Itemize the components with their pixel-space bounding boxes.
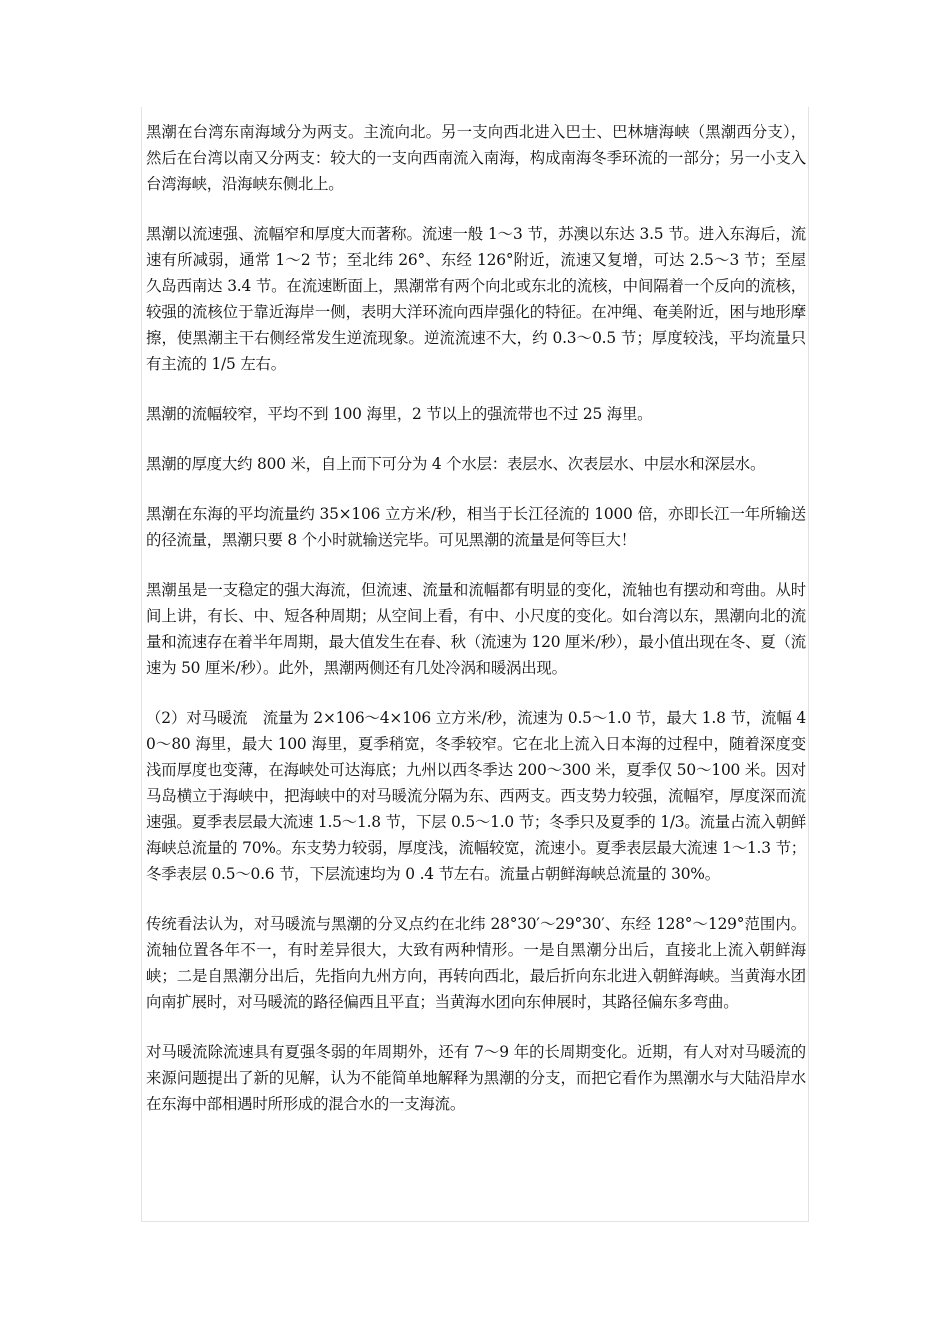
paragraph-tsushima-bifurcation: 传统看法认为，对马暖流与黑潮的分叉点约在北纬 28°30′～29°30′、东经 128°～129°范围内。流轴位置各年不一，有时差异很大，大致有两种情形。一是自黑潮分出后，直接北上流入朝鲜海峡；二是自黑潮分出后，先指向九州方向，再转向西北，最后折向东北进入朝鲜海峡。当黄海水团向南扩展时，对马暖流的路径偏西且平直；当黄海水团向东伸展时，其路径偏东多弯曲。 <box>146 915 806 1011</box>
paragraph-kuroshio-variation: 黑潮虽是一支稳定的强大海流，但流速、流量和流幅都有明显的变化，流轴也有摆动和弯曲。从时间上讲，有长、中、短各种周期；从空间上看，有中、小尺度的变化。如台湾以东，黑潮向北的流量和流速存在着半年周期，最大值发生在春、秋（流速为 120 厘米/秒），最小值出现在冬、夏（流速为 50 厘米/秒）。此外，黑潮两侧还有几处冷涡和暖涡出现。 <box>146 581 806 677</box>
paragraph-tsushima-current: （2）对马暖流 流量为 2×106～4×106 立方米/秒，流速为 0.5～1.0 节，最大 1.8 节，流幅 40～80 海里，最大 100 海里，夏季稍宽，冬季较窄。它在北上流入日本海的过程中，随着深度变浅而厚度也变薄，在海峡处可达海底；九州以西冬季达 200～300 米，夏季仅 50～100 米。因对马岛横立于海峡中，把海峡中的对马暖流分隔为东、西两支。西支势力较强，流幅窄，厚度深而流速强。夏季表层最大流速 1.5～1.8 节，下层 0.5～1.0 节；冬季只及夏季的 1/3。流量占流入朝鲜海峡总流量的 70%。东支势力较弱，厚度浅，流幅较宽，流速小。夏季表层最大流速 1～1.3 节；冬季表层 0.5～0.6 节，下层流速均为 0 .4 节左右。流量占朝鲜海峡总流量的 30%。 <box>146 709 806 883</box>
paragraph-kuroshio-branches: 黑潮在台湾东南海域分为两支。主流向北。另一支向西北进入巴士、巴林塘海峡（黑潮西分支），然后在台湾以南又分两支：较大的一支向西南流入南海，构成南海冬季环流的一部分；另一小支入台湾海峡，沿海峡东侧北上。 <box>146 123 806 193</box>
paragraph-kuroshio-depth: 黑潮的厚度大约 800 米，自上而下可分为 4 个水层：表层水、次表层水、中层水和深层水。 <box>146 455 766 473</box>
document-body <box>146 119 806 1141</box>
paragraph-kuroshio-flow: 黑潮在东海的平均流量约 35×106 立方米/秒，相当于长江径流的 1000 倍，亦即长江一年所输送的径流量，黑潮只要 8 个小时就输送完毕。可见黑潮的流量是何等巨大！ <box>146 505 806 549</box>
paragraph-kuroshio-width: 黑潮的流幅较窄，平均不到 100 海里，2 节以上的强流带也不过 25 海里。 <box>146 405 653 423</box>
paragraph-tsushima-period: 对马暖流除流速具有夏强冬弱的年周期外，还有 7～9 年的长周期变化。近期，有人对对马暖流的来源问题提出了新的见解，认为不能简单地解释为黑潮的分支，而把它看作为黑潮水与大陆沿岸水在东海中部相遇时所形成的混合水的一支海流。 <box>146 1043 806 1113</box>
paragraph-kuroshio-velocity: 黑潮以流速强、流幅窄和厚度大而著称。流速一般 1～3 节，苏澳以东达 3.5 节。进入东海后，流速有所减弱，通常 1～2 节；至北纬 26°、东经 126°附近，流速又复增，可达 2.5～3 节；至屋久岛西南达 3.4 节。在流速断面上，黑潮常有两个向北或东北的流核，中间隔着一个反向的流核，较强的流核位于靠近海岸一侧，表明大洋环流向西岸强化的特征。在冲绳、奄美附近，困与地形摩擦，使黑潮主干右侧经常发生逆流现象。逆流流速不大，约 0.3～0.5 节；厚度较浅，平均流量只有主流的 1/5 左右。 <box>146 225 806 373</box>
